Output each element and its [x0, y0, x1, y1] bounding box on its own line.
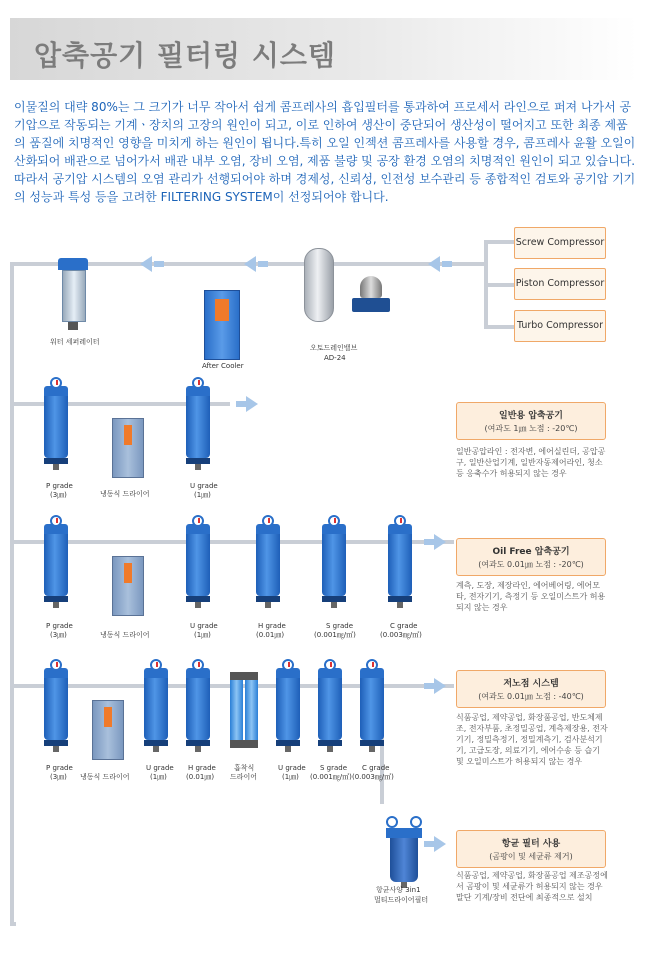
compressor-pipe-3 [484, 325, 514, 329]
row1-u-filter [186, 386, 210, 470]
info-box-oilfree [456, 538, 606, 576]
arrow-shaft-5 [424, 539, 434, 545]
row3-u-filter [144, 668, 168, 752]
turbo-compressor-box: Turbo Compressor [514, 310, 606, 342]
info-box-oilfree-sub: (여과도 0.01㎛ 노점 : -20℃) [478, 560, 584, 569]
row3-c-filter [360, 668, 384, 752]
flow-arrow-right-4 [434, 836, 446, 852]
flow-arrow-right-1 [246, 396, 258, 412]
info-box-general-sub: (여과도 1㎛ 노점 : -20℃) [484, 424, 578, 433]
row1-dryer-label: 냉동식 드라이어 [100, 490, 150, 498]
row4-label-2: 멀티드라이어필터 [374, 896, 429, 904]
after-cooler [204, 290, 240, 360]
row3-ads-label-1: 흡착식 [234, 764, 255, 772]
row3-s-spec-label: (0.001㎎/㎥) [310, 773, 352, 781]
flow-arrow-left-3 [428, 256, 440, 272]
info-box-antibacterial-sub: (곰팡이 및 세균류 제거) [489, 852, 573, 861]
row3-p-filter [44, 668, 68, 752]
row2-u-grade-label: U grade [190, 622, 218, 630]
row3-refrigerated-dryer [92, 700, 124, 760]
water-separator [58, 258, 88, 330]
info-box-antibacterial [456, 830, 606, 868]
row2-p-spec-label: (3㎛) [50, 631, 67, 639]
water-separator-label: 워터 세퍼레이터 [50, 338, 100, 346]
arrow-shaft-3 [442, 261, 452, 267]
row2-u-spec-label: (1㎛) [194, 631, 211, 639]
arrow-shaft-7 [424, 841, 434, 847]
air-receiver-tank [304, 248, 334, 322]
row1-u-spec-label: (1㎛) [194, 491, 211, 499]
row3-c-grade-label: C grade [362, 764, 390, 772]
row3-h-filter [186, 668, 210, 752]
info-box-lowdew-title: 저노점 시스템 [503, 679, 559, 689]
row3-u2-grade-label: U grade [278, 764, 306, 772]
row2-h-grade-label: H grade [258, 622, 286, 630]
info-text-oilfree: 계측, 도장, 제장라인, 에어베어링, 에어모타, 전자기기, 측정기 등 오일미스트가 허용되지 않는 경우 [456, 581, 606, 612]
row2-h-spec-label: (0.01㎛) [256, 631, 285, 639]
row3-u-grade-label: U grade [146, 764, 174, 772]
row2-c-grade-label: C grade [390, 622, 418, 630]
row3-c-spec-label: (0.003㎎/㎥) [352, 773, 394, 781]
drain-valve-label-1: 오토드레인밸브 [310, 344, 358, 352]
page-title: 압축공기 필터링 시스템 [34, 39, 336, 72]
row2-u-filter [186, 524, 210, 608]
row3-s-grade-label: S grade [320, 764, 348, 772]
bottom-pipe [10, 922, 16, 926]
info-text-antibacterial: 식품공업, 제약공업, 화장품공업 제조공정에서 곰팡이 및 세균류가 허용되지 않는 경우 말단 기계/장비 전단에 최종적으로 설치 [456, 871, 608, 902]
arrow-shaft-4 [236, 401, 246, 407]
auto-drain-valve [352, 276, 392, 316]
info-box-general-title: 일반용 압축공기 [499, 411, 563, 421]
row3-u2-spec-label: (1㎛) [282, 773, 299, 781]
info-text-lowdew: 식품공업, 제약공업, 화장품공업, 반도체제조, 전자부품, 초정밀공업, 계측제장용, 전자기기, 정밀측정기, 정밀계측기, 검사분석기기, 고급도장, 의료기기, 에어수송 등 습기 및 오일미스트가 허용되지 않는 경우 [456, 713, 608, 766]
row3-ads-label-2: 드라이어 [230, 773, 258, 781]
row2-p-grade-label: P grade [46, 622, 73, 630]
arrow-shaft-6 [424, 683, 434, 689]
row4-label-1: 항균사양 3in1 [376, 886, 421, 894]
flow-arrow-right-3 [434, 678, 446, 694]
row2-refrigerated-dryer [112, 556, 144, 616]
row2-c-spec-label: (0.003㎎/㎥) [380, 631, 422, 639]
row3-u2-filter [276, 668, 300, 752]
row2-h-filter [256, 524, 280, 608]
compressor-pipe-2 [484, 283, 514, 287]
row3-p-spec-label: (3㎛) [50, 773, 67, 781]
row2-s-spec-label: (0.001㎎/㎥) [314, 631, 356, 639]
row3-dryer-label: 냉동식 드라이어 [80, 773, 130, 781]
drain-valve-label-2: AD-24 [324, 354, 346, 362]
row2-p-filter [44, 524, 68, 608]
antibacterial-3in1-filter [386, 816, 422, 888]
row2-c-filter [388, 524, 412, 608]
compressor-pipe-1 [484, 240, 514, 244]
row2-s-filter [322, 524, 346, 608]
info-box-lowdew-sub: (여과도 0.01㎛ 노점 : -40℃) [478, 692, 584, 701]
row1-refrigerated-dryer [112, 418, 144, 478]
row3-adsorption-dryer [230, 672, 258, 752]
row3-h-grade-label: H grade [188, 764, 216, 772]
info-text-general: 일반공압라인 : 전자변, 에어실린더, 공압공구, 일반산업기계, 일반자동제어라인, 청소 등 응축수가 허용되지 않는 경우 [456, 447, 606, 478]
info-box-lowdew [456, 670, 606, 708]
row2-dryer-label: 냉동식 드라이어 [100, 631, 150, 639]
row2-s-grade-label: S grade [326, 622, 354, 630]
row1-p-grade-label: P grade [46, 482, 73, 490]
info-box-oilfree-title: Oil Free 압축공기 [492, 547, 570, 557]
info-box-antibacterial-title: 항균 필터 사용 [501, 839, 561, 849]
arrow-shaft-2 [258, 261, 268, 267]
row3-h-spec-label: (0.01㎛) [186, 773, 215, 781]
after-cooler-label: After Cooler [202, 362, 244, 370]
piston-compressor-box: Piston Compressor [514, 268, 606, 300]
flow-arrow-left-2 [244, 256, 256, 272]
row3-s-filter [318, 668, 342, 752]
row1-u-grade-label: U grade [190, 482, 218, 490]
row1-p-spec-label: (3㎛) [50, 491, 67, 499]
row3-u-spec-label: (1㎛) [150, 773, 167, 781]
row3-p-grade-label: P grade [46, 764, 73, 772]
row1-p-filter [44, 386, 68, 470]
screw-compressor-box: Screw Compressor [514, 227, 606, 259]
flow-arrow-left-1 [140, 256, 152, 272]
info-box-general [456, 402, 606, 440]
main-vertical-pipe [10, 262, 14, 926]
arrow-shaft-1 [154, 261, 164, 267]
intro-paragraph: 이물질의 대략 80%는 그 크기가 너무 작아서 쉽게 콤프레사의 흡입필터를 통과하여 프로세서 라인으로 퍼져 나가서 공기압으로 작동되는 기계ㆍ장치의 고장의 원인이 되고, 이로 인하여 생산이 중단되어 생산성이 떨어지고 또한 최종 제품의 품질에 치명적인 영향을 미치게 하는 원인이 됩니다.특히 오일 인젝션 콤프레사를 사용할 경우, 콤프레사 윤활 오일이 산화되어 배관으로 넘어가서 배관 내부 오염, 장비 오염, 제품 불량 및 공장 환경 오염의 치명적인 원인이 되고 있습니다. 따라서 공기압 시스템의 오염 관리가 선행되어야 하며 경제성, 신뢰성, 인전성 보수관리 등 종합적인 검토와 공기압 기기의 성능과 특성 등을 고려한 FILTERING SYSTEM이 선정되어야 합니다. [14, 100, 636, 204]
flow-arrow-right-2 [434, 534, 446, 550]
